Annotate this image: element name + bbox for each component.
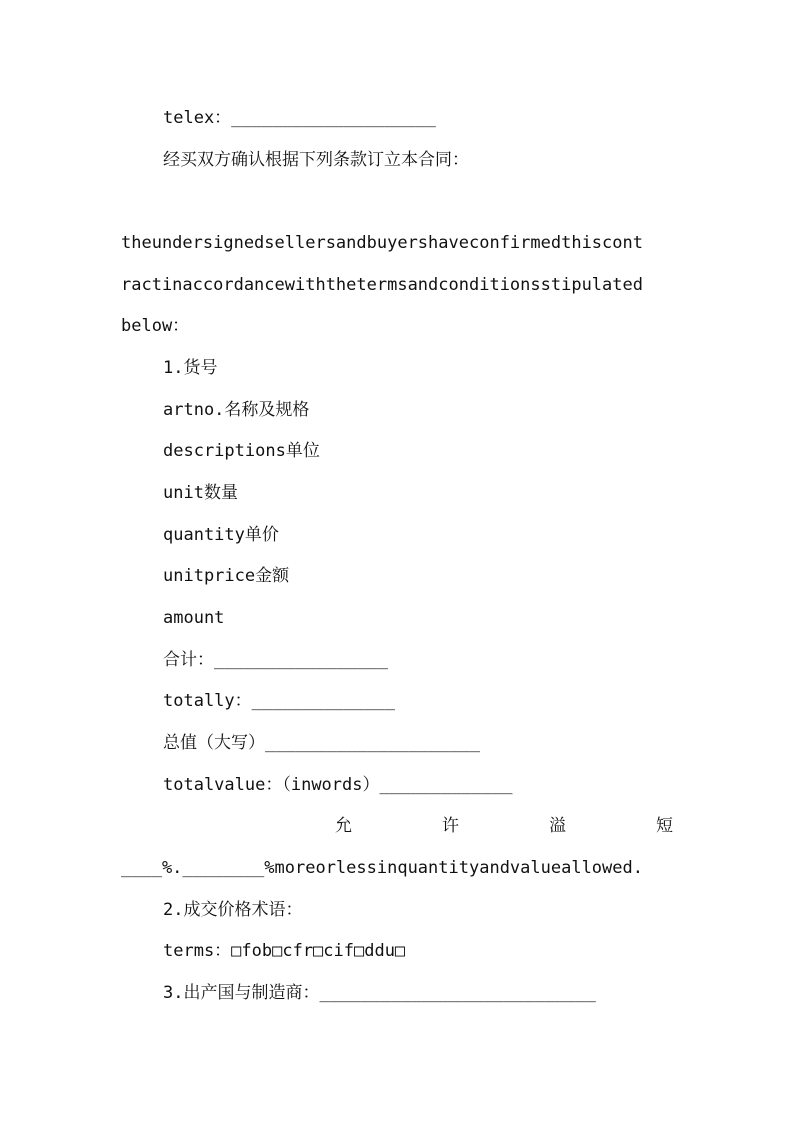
intro-english-line-1: theundersignedsellersandbuyershaveconfirmedthiscont xyxy=(121,233,643,253)
intro-english-line-3: below： xyxy=(121,316,190,336)
artno-line: artno.名称及规格 xyxy=(163,400,310,420)
amount-line: amount xyxy=(163,608,225,628)
item-3-heading: 3.出产国与制造商：___________________________ xyxy=(163,983,596,1003)
total-value-chinese-line: 总值（大写）_____________________ xyxy=(163,733,480,753)
item-2-heading: 2.成交价格术语： xyxy=(163,900,303,920)
allowance-word-2: 许 xyxy=(442,816,459,836)
allowance-chinese-line xyxy=(121,814,673,838)
total-value-english-line: totalvalue：（inwords）_____________ xyxy=(163,775,513,795)
allowance-word-1: 允 xyxy=(335,816,352,836)
allowance-word-3: 溢 xyxy=(549,816,566,836)
allowance-word-4: 短 xyxy=(656,816,673,836)
quantity-line: quantity单价 xyxy=(163,525,279,545)
unitprice-line: unitprice金额 xyxy=(163,566,290,586)
item-1-heading: 1.货号 xyxy=(163,358,218,378)
total-chinese-line: 合计：_________________ xyxy=(163,650,388,670)
descriptions-line: descriptions单位 xyxy=(163,441,320,461)
terms-line: terms：□fob□cfr□cif□ddu□ xyxy=(163,941,406,961)
intro-chinese: 经买双方确认根据下列条款订立本合同： xyxy=(163,150,469,170)
intro-english-line-2: ractinaccordancewiththetermsandconditionsstipulated xyxy=(121,275,643,295)
unit-line: unit数量 xyxy=(163,483,238,503)
telex-line: telex：____________________ xyxy=(163,108,436,128)
total-english-line: totally：______________ xyxy=(163,691,395,711)
allowance-english-line: ____%.________%moreorlessinquantityandvalueallowed. xyxy=(121,858,643,878)
